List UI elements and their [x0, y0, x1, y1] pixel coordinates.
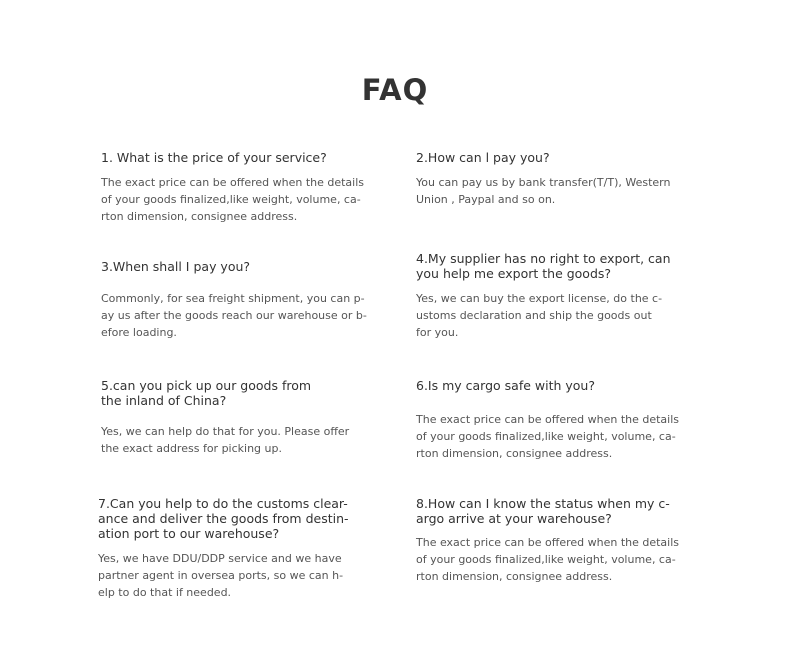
- faq-item-7: [98, 496, 388, 599]
- faq-item-8: [416, 496, 706, 583]
- faq-answer-2: You can pay us by bank transfer(T/T), Western Union , Paypal and so on.: [416, 176, 671, 206]
- faq-question-6: 6.Is my cargo safe with you?: [416, 378, 595, 393]
- faq-item-1: [101, 150, 391, 223]
- faq-question-8: 8.How can I know the status when my c- argo arrive at your warehouse?: [416, 496, 670, 526]
- faq-question-3: 3.When shall I pay you?: [101, 259, 251, 274]
- faq-answer-7: Yes, we have DDU/DDP service and we have partner agent in oversea ports, so we can h- elp to do that if needed.: [98, 552, 344, 599]
- faq-item-2: [416, 150, 706, 206]
- faq-answer-8: The exact price can be offered when the details of your goods finalized,like weight, volume, ca- rton dimension, consignee address.: [416, 536, 680, 583]
- page-title: FAQ: [361, 73, 429, 107]
- faq-answer-3: Commonly, for sea freight shipment, you can p- ay us after the goods reach our warehouse or b- efore loading.: [101, 292, 367, 339]
- faq-answer-4: Yes, we can buy the export license, do the c- ustoms declaration and ship the goods out for you.: [416, 292, 663, 339]
- faq-item-3: [101, 259, 391, 339]
- faq-item-5: [101, 378, 391, 455]
- faq-answer-1: The exact price can be offered when the details of your goods finalized,like weight, volume, ca- rton dimension, consignee address.: [101, 176, 365, 223]
- faq-question-1: 1. What is the price of your service?: [101, 150, 327, 165]
- faq-item-6: [416, 378, 706, 460]
- faq-question-4: 4.My supplier has no right to export, can you help me export the goods?: [416, 251, 671, 281]
- faq-question-7: 7.Can you help to do the customs clear- ance and deliver the goods from destin- ation port to our warehouse?: [98, 496, 349, 541]
- faq-question-2: 2.How can l pay you?: [416, 150, 550, 165]
- faq-item-4: [416, 251, 706, 339]
- faq-answer-5: Yes, we can help do that for you. Please offer the exact address for picking up.: [101, 425, 350, 455]
- faq-question-5: 5.can you pick up our goods from the inland of China?: [101, 378, 312, 408]
- faq-answer-6: The exact price can be offered when the details of your goods finalized,like weight, volume, ca- rton dimension, consignee address.: [416, 413, 680, 460]
